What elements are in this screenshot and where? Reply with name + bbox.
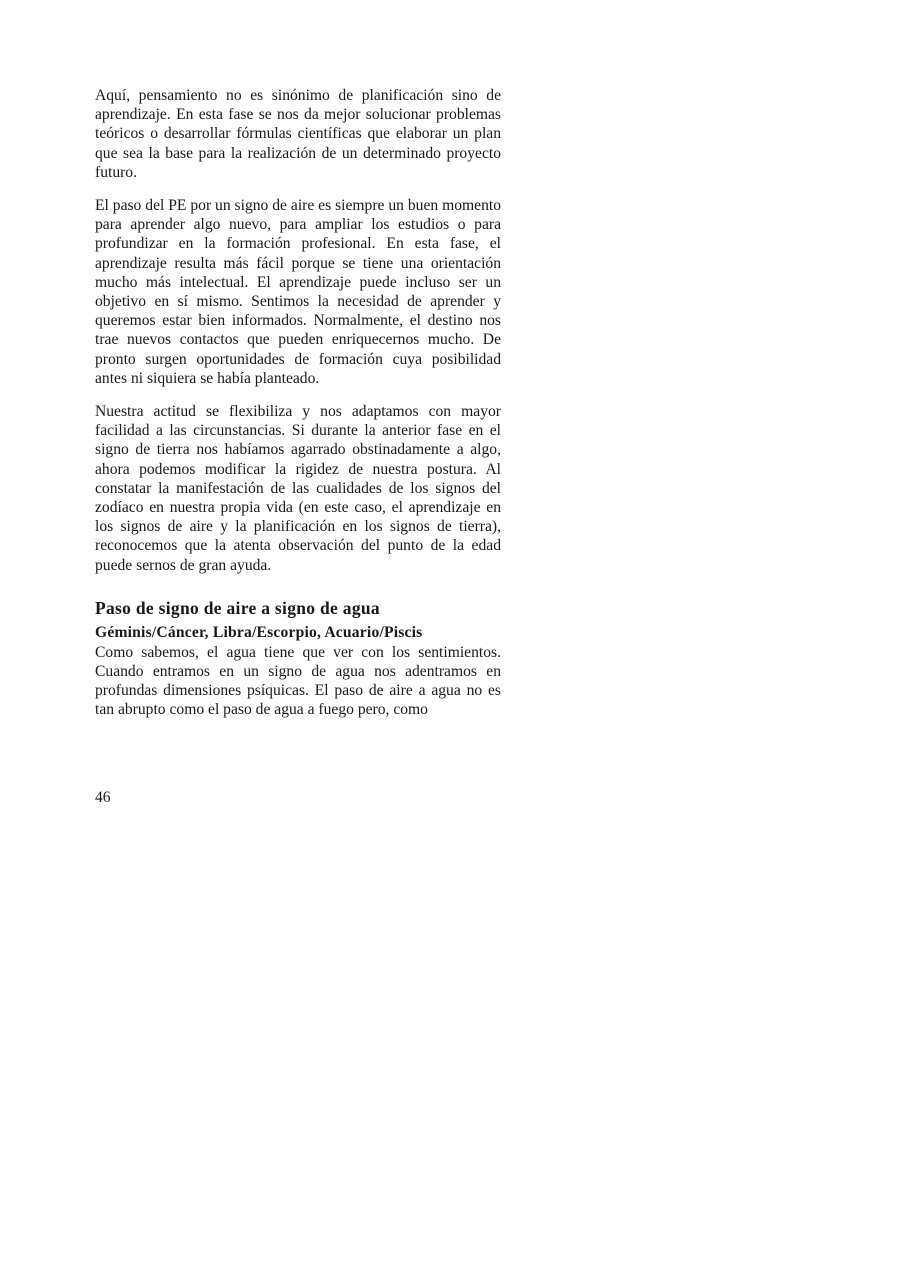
section-paragraph: Como sabemos, el agua tiene que ver con los sentimientos. Cuando entramos en un signo de agua nos adentramos en profundas dimensiones psíquicas. El paso de aire a agua no es tan abrupto como el paso de agua a fuego pero, como (95, 643, 501, 719)
paragraph-1: Aquí, pensamiento no es sinónimo de planificación sino de aprendizaje. En esta fase se nos da mejor solucionar problemas teóricos o desarrollar fórmulas científicas que elaborar un plan que sea la base para la realización de un determinado proyecto futuro. (95, 87, 501, 181)
paragraph-2: El paso del PE por un signo de aire es siempre un buen momento para aprender algo nuevo, para ampliar los estudios o para profundizar en la formación profesional. En esta fase, el aprendizaje resulta más fácil porque se tiene una orientación mucho más intelectual. El aprendizaje puede incluso ser un objetivo en sí mismo. Sentimos la necesidad de aprender y queremos estar bien informados. Normalmente, el destino nos trae nuevos contactos que pueden enriquecernos mucho. De pronto surgen oportunidades de formación cuya posibilidad antes ni siquiera se había planteado. (95, 197, 501, 387)
paragraph-3: Nuestra actitud se flexibiliza y nos adaptamos con mayor facilidad a las circunstancias. Si durante la anterior fase en el signo de tierra nos habíamos agarrado obstinadamente a algo, ahora podemos modificar la rigidez de nuestra postura. Al constatar la manifestación de las cualidades de los signos del zodíaco en nuestra propia vida (en este caso, el aprendizaje en los signos de aire y la planificación en los signos de tierra), reconocemos que la atenta observación del punto de la edad puede sernos de gran ayuda. (95, 403, 501, 574)
page-body (95, 86, 501, 734)
page-number: 46 (95, 789, 111, 806)
section-heading: Paso de signo de aire a signo de agua (95, 597, 380, 618)
section-subheading: Géminis/Cáncer, Libra/Escorpio, Acuario/Piscis (95, 623, 423, 641)
